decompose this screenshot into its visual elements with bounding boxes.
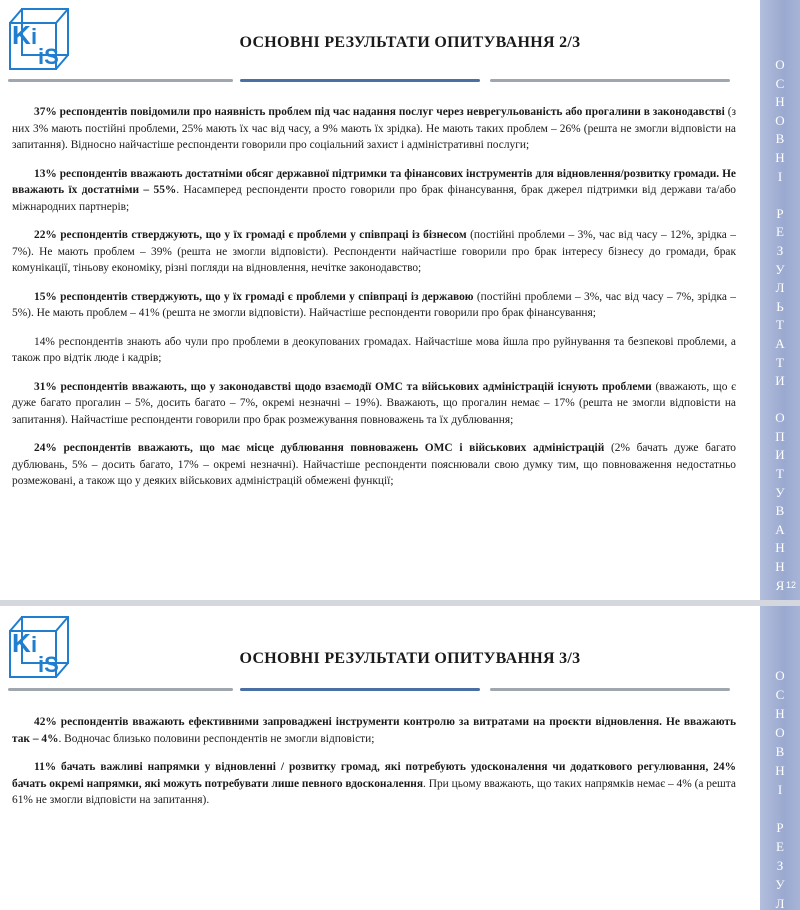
finding-paragraph: 11% бачать важливі напрямки у відновленні / розвитку громад, які потребують удосконалення чи додаткового регулювання, 24% бачать окремі напрямки, які можуть потребувати лише певного вдосконалення. При цьому вважають, що таких напрямків немає – 4% (а решта 61% не змогли відповісти на запитання). [12,761,736,806]
vertical-label-letter: Н [775,706,785,721]
vertical-label-letter: С [775,687,785,702]
slide-3-of-3 [0,606,800,910]
vertical-label-letter: А [775,335,785,351]
vertical-label-letter: С [775,75,785,91]
vertical-label-letter: Л [775,896,785,910]
vertical-section-label [760,606,800,910]
svg-text:K: K [12,628,31,658]
title-rule-left [8,79,233,82]
vertical-label-letter: Н [775,149,785,165]
vertical-label-letter: О [775,725,785,740]
vertical-label-letter: И [775,447,785,463]
vertical-section-label [760,0,800,602]
vertical-label-letter [778,799,781,818]
title-rule-mid [240,688,480,691]
finding-paragraph: 14% респондентів знають або чули про проблеми в деокупованих громадах. Найчастіше мова йшла про руйнування та безпекові проблеми, а також про відтік люде і кадрів; [12,335,736,364]
vertical-label-letter: Н [775,94,785,110]
vertical-label-letter: О [775,668,785,683]
vertical-label-letter: Т [776,317,784,333]
vertical-label-letter: І [777,782,783,797]
vertical-label-letter: Т [776,354,784,370]
finding-paragraph: 31% респондентів вважають, що у законодавстві щодо взаємодії ОМС та військових адміністрацій існують проблеми (вважають, що є дуже багато прогалин – 5%, досить багато – 7%, окремі незначні – 19%). Вважають, що прогалин немає – 17% (решта не змогли відповісти на запитання). Найчастіше респонденти говорили про брак розмежування повноважень та їх дублювання; [12,380,736,426]
vertical-label-letter: Е [776,224,784,240]
slide-title: ОСНОВНІ РЕЗУЛЬТАТИ ОПИТУВАННЯ 2/3 [239,34,581,51]
vertical-label-letter: Н [775,540,785,556]
vertical-label-letter: У [775,484,785,500]
vertical-label-letter: Ь [776,298,784,314]
vertical-label-letter: Л [775,280,785,296]
vertical-label-letter: Р [776,205,784,221]
vertical-label-letter: О [775,410,785,426]
finding-paragraph: 15% респондентів стверджують, що у їх громаді є проблеми у співпраці із державою (постійні проблеми – 3%, час від часу – 7%, зрідка – 5%). Не мають проблем – 41% (решта не змогли відповісти). Найчастіше респонденти говорили про брак фінансування; [12,290,736,319]
slide-content [12,714,736,821]
vertical-label-letter: Н [775,559,785,575]
vertical-label-letter: О [775,57,785,72]
logo-letter-k: K [12,20,31,50]
finding-paragraph: 42% респондентів вважають ефективними запроваджені інструменти контролю за витратами на проєкти відновлення. Не вважають так – 4%. Водночас близько половини респондентів не змогли відповісти; [12,716,736,745]
vertical-label-letter [778,391,781,410]
vertical-label-letter: О [775,112,785,128]
vertical-label-letter: В [775,744,785,759]
vertical-label-letter: Е [776,839,784,854]
page-number: 12 [785,580,796,590]
kiis-logo [4,6,82,74]
svg-text:i: i [31,632,38,657]
svg-text:iS: iS [38,44,59,69]
vertical-label-letter: П [775,428,785,444]
finding-paragraph: 37% респондентів повідомили про наявність проблем під час надання послуг через неврегульованість або прогалини в законодавстві (з них 3% мають постійні проблеми, 25% мають їх час від часу, а 9% мають їх зрідка). Не мають таких проблем – 26% (решта не змогли відповісти на запитання). Відносно найчастіше респонденти говорили про соціальний захист і адміністративні послуги; [12,106,737,151]
vertical-label-letter: Т [776,466,784,482]
kiis-logo [4,614,82,682]
finding-paragraph: 24% респондентів вважають, що має місце дублювання повноважень ОМС і військових адміністрацій (2% бачать дуже багато дублювань, 5% – досить багато, 17% – окремі незначні). Найчастіше респонденти пояснювали свою думку тим, що повноваження недостатньо розмежовані, а також що у деяких військових адміністрацій обмежені функції; [12,442,736,487]
title-rule-mid [240,79,480,82]
vertical-label-letter: И [775,373,785,389]
svg-text:i: i [31,24,38,49]
title-rule-right [490,688,730,691]
title-rule-right [490,79,730,82]
vertical-label-letter [778,186,781,205]
finding-paragraph: 13% респондентів вважають достатніми обсяг державної підтримки та фінансових інструментів для відновлення/розвитку громади. Не вважають їх достатніми – 55%. Насамперед респонденти просто говорили про брак фінансування, брак джерел підтримки від держави та/або міжнародних партнерів; [12,167,736,213]
vertical-label-letter: Я [775,577,785,593]
vertical-label-letter: З [776,242,784,258]
vertical-label-letter: І [777,168,783,184]
svg-text:iS: iS [38,652,59,677]
slide-title: ОСНОВНІ РЕЗУЛЬТАТИ ОПИТУВАННЯ 3/3 [239,650,581,667]
slide-content [12,104,736,502]
vertical-label-letter: У [775,261,785,277]
vertical-label-letter: Р [776,820,784,835]
vertical-label-letter: Н [775,763,785,778]
vertical-label-letter: А [775,521,785,537]
vertical-label-letter: В [775,131,785,147]
finding-paragraph: 22% респондентів стверджують, що у їх громаді є проблеми у співпраці із бізнесом (постійні проблеми – 3%, час від часу – 12%, зрідка – 7%). Не мають проблем – 39% (решта не змогли відповісти). Респонденти найчастіше говорили про брак інтересу бізнесу до громади, брак комунікації, тіньову економіку, різні погляди на відновлення, нечітке законодавство; [12,229,736,274]
vertical-label-letter: В [775,503,785,519]
vertical-label-letter: З [776,858,784,873]
title-rule-left [8,688,233,691]
vertical-label-letter: У [775,877,785,892]
